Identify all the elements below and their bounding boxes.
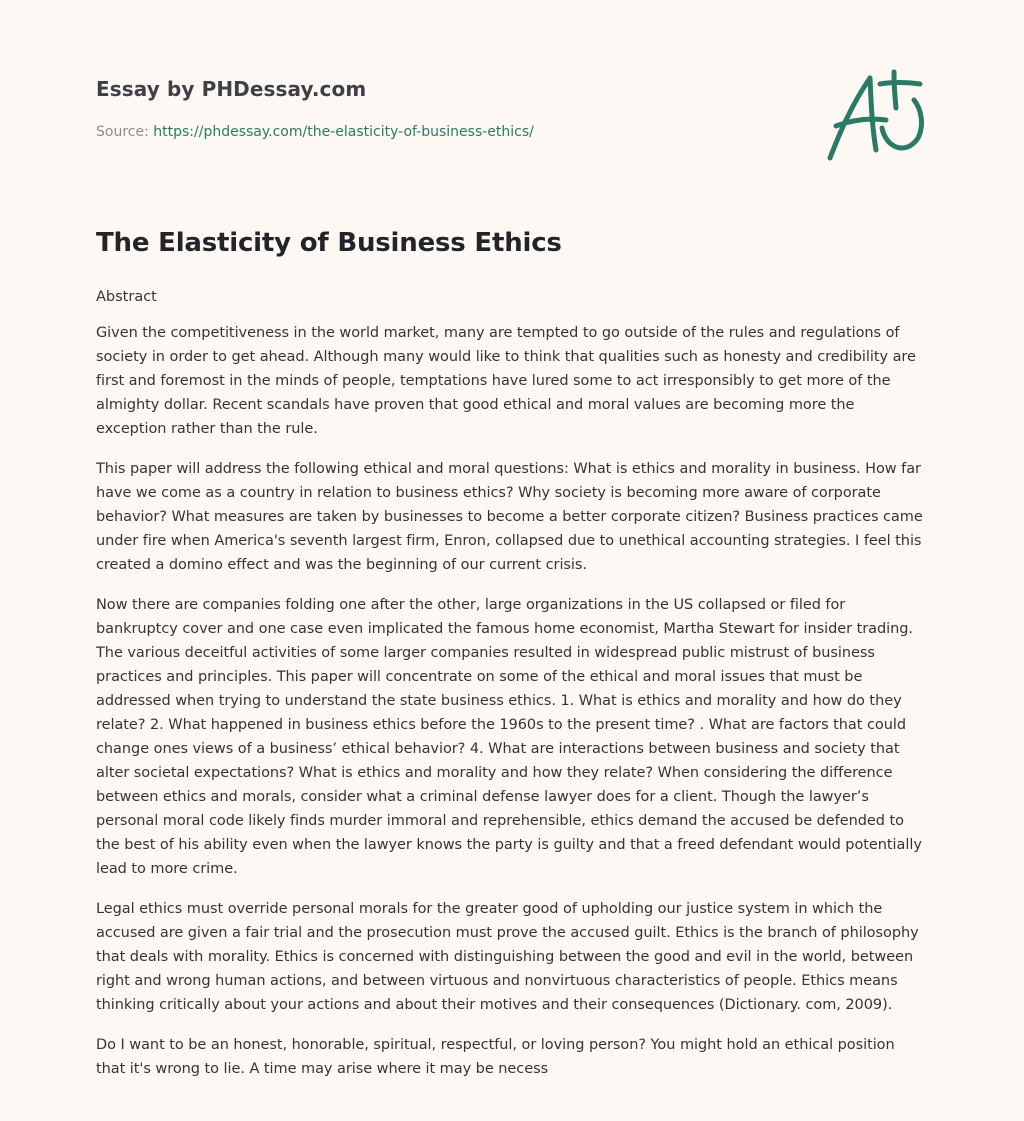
abstract-label: Abstract [96,289,157,305]
source-link[interactable]: https://phdessay.com/the-elasticity-of-business-ethics/ [153,124,534,140]
paragraph: This paper will address the following ethical and moral questions: What is ethics and morality in business. How far have we come as a country in relation to business ethics? Why society is becoming more aware of corporate behavior? What measures are taken by businesses to become a better corporate citizen? Business practices came under fire when America's seventh largest firm, Enron, collapsed due to unethical accounting strategies. I feel this created a domino effect and was the beginning of our current crisis. [96,461,923,573]
essay-content [96,285,928,1097]
site-brand: Essay by PHDessay.com [96,77,367,101]
paragraph: Do I want to be an honest, honorable, spiritual, respectful, or loving person? You might hold an ethical position that it's wrong to lie. A time may arise where it may be necess [96,1037,895,1077]
source-label: Source: [96,124,154,140]
a-plus-logo-icon [826,68,926,164]
essay-title: The Elasticity of Business Ethics [96,228,562,258]
paragraph: Given the competitiveness in the world market, many are tempted to go outside of the rules and regulations of society in order to get ahead. Although many would like to think that qualities such as honesty and credibility are first and foremost in the minds of people, temptations have lured some to act irresponsibly to get more of the almighty dollar. Recent scandals have proven that good ethical and moral values are becoming more the exception rather than the rule. [96,325,916,437]
paragraph: Now there are companies folding one after the other, large organizations in the US collapsed or filed for bankruptcy cover and one case even implicated the famous home economist, Martha Stewart for insider trading. The various deceitful activities of some larger companies resulted in widespread public mistrust of business practices and principles. This paper will concentrate on some of the ethical and moral issues that must be addressed when trying to understand the state business ethics. 1. What is ethics and morality and how do they relate? 2. What happened in business ethics before the 1960s to the present time? . What are factors that could change ones views of a business’ ethical behavior? 4. What are interactions between business and society that alter societal expectations? What is ethics and morality and how they relate? When considering the difference between ethics and morals, consider what a criminal defense lawyer does for a client. Though the lawyer’s personal moral code likely finds murder immoral and reprehensible, ethics demand the accused be defended to the best of his ability even when the lawyer knows the party is guilty and that a freed defendant would potentially lead to more crime. [96,597,922,877]
source-line [96,124,534,140]
paragraph: Legal ethics must override personal morals for the greater good of upholding our justice system in which the accused are given a fair trial and the prosecution must prove the accused guilt. Ethics is the branch of philosophy that deals with morality. Ethics is concerned with distinguishing between the good and evil in the world, between right and wrong human actions, and between virtuous and nonvirtuous characteristics of people. Ethics means thinking critically about your actions and about their motives and their consequences (Dictionary. com, 2009). [96,901,919,1013]
